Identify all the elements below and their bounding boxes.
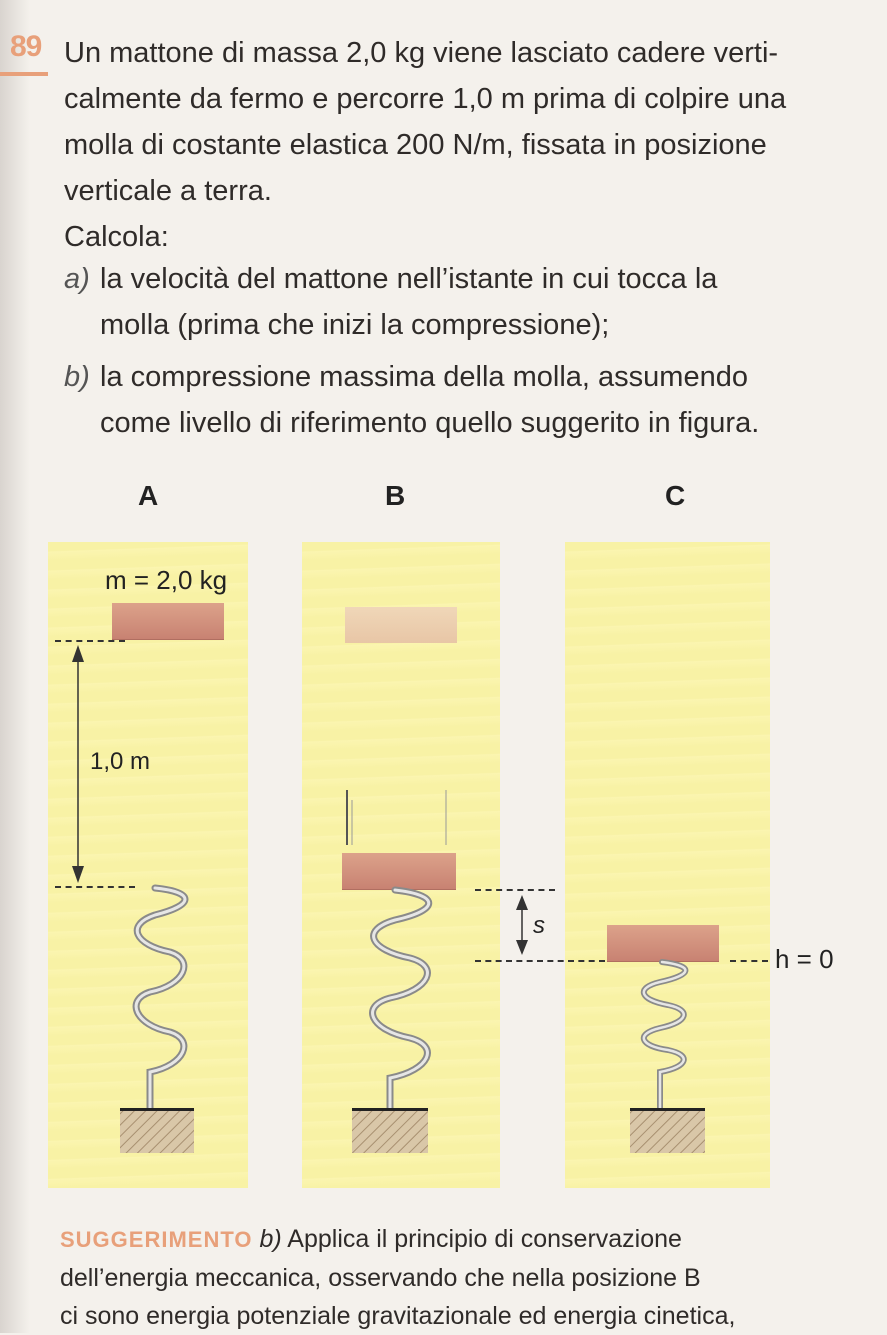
base-plate-a — [120, 1108, 194, 1111]
ground-base-a — [120, 1111, 194, 1153]
compression-arrow — [516, 895, 528, 955]
reference-level-label: h = 0 — [775, 944, 834, 974]
base-plate-c — [630, 1108, 705, 1111]
motion-lines-b — [347, 790, 446, 845]
question-letter: b) — [64, 361, 90, 393]
hint-text: Applica il principio di conservazione — [287, 1225, 682, 1253]
question-line: come livello di riferimento quello suggerito in figura. — [100, 407, 760, 439]
statement-line: verticale a terra. — [64, 175, 272, 207]
statement-line: Calcola: — [64, 221, 169, 253]
question-line: la compressione massima della molla, assumendo — [100, 361, 748, 393]
question-letter: a) — [64, 263, 90, 295]
question-line: molla (prima che inizi la compressione); — [100, 309, 610, 341]
panel-label-c: C — [665, 480, 686, 511]
statement-line: Un mattone di massa 2,0 kg viene lasciato cadere verti- — [64, 37, 779, 69]
spring-c — [644, 962, 686, 1108]
distance-label: 1,0 m — [90, 748, 151, 775]
hint-line: dell’energia meccanica, osservando che nella posizione B — [60, 1264, 701, 1292]
statement-line: calmente da fermo e percorre 1,0 m prima di colpire una — [64, 83, 787, 115]
distance-arrow — [72, 645, 84, 883]
problem-number: 89 — [10, 30, 42, 63]
mass-label: m = 2,0 kg — [105, 565, 228, 595]
ground-base-c — [630, 1111, 705, 1153]
compression-label: s — [533, 912, 545, 939]
panel-label-b: B — [385, 480, 406, 511]
question-line: la velocità del mattone nell’istante in cui tocca la — [100, 263, 718, 295]
base-plate-b — [352, 1108, 428, 1111]
spring-a — [136, 888, 185, 1108]
spring-b — [373, 890, 429, 1108]
panel-label-a: A — [138, 480, 159, 511]
hint-first-line — [60, 1220, 860, 1259]
hint-line: ci sono energia potenziale gravitazionale ed energia cinetica, — [60, 1302, 736, 1330]
statement-line: molla di costante elastica 200 N/m, fissata in posizione — [64, 129, 767, 161]
hint-part: b) — [259, 1225, 282, 1253]
hint-block — [60, 1220, 860, 1335]
hint-label: SUGGERIMENTO — [60, 1227, 253, 1252]
ground-base-b — [352, 1111, 428, 1153]
